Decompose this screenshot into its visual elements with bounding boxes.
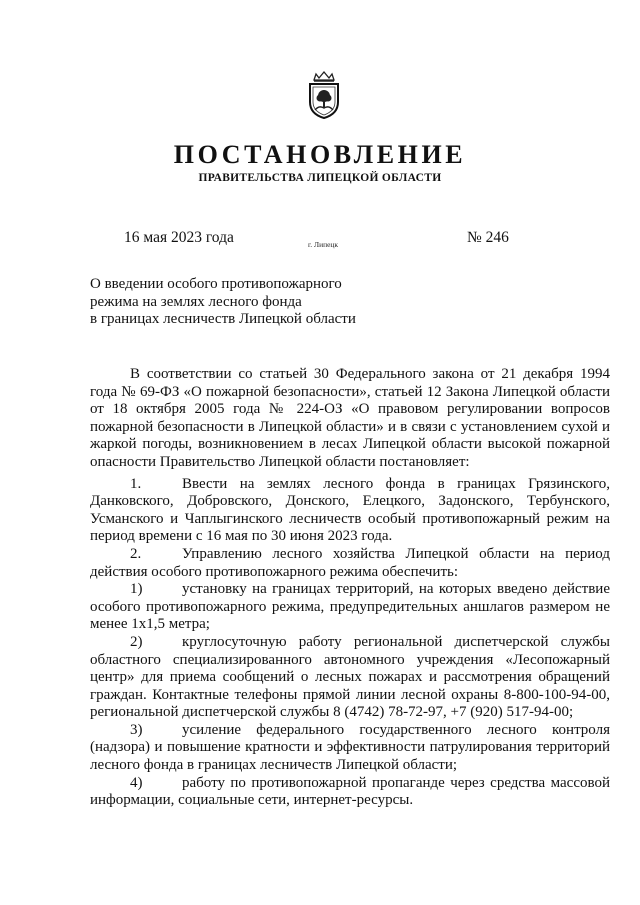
subpoint-1 [90,581,610,634]
document-number: № 246 [467,229,509,246]
subpoint-number: 4) [130,774,143,791]
point-text: Ввести на землях лесного фонда в границах Грязинского, Данковского, Добровского, Донского, Елецкого, Задонского, Тербунского, Усманского и Чаплыгинского лесничеств особый противопожарный режим на период времени с 16 мая по 30 июня 2023 года. [90,475,610,545]
heading-line: режима на землях лесного фонда [90,293,302,310]
point-text: Управлению лесного хозяйства Липецкой области на период действия особого противопожарного режима обеспечить: [90,545,610,580]
preamble-paragraph: В соответствии со статьей 30 Федерального закона от 21 декабря 1994 года № 69-ФЗ «О пожарной безопасности», статьей 12 Закона Липецкой области от 18 октября 2005 года № 224-ОЗ «О правовом регулировании вопросов пожарной безопасности в Липецкой области» и в связи с установлением сухой и жаркой погоды, возникновением в лесах Липецкой области высокой пожарной опасности Правительство Липецкой области постановляет: [90,366,610,470]
point-1 [90,476,610,546]
document-body [90,366,610,810]
subpoint-text: круглосуточную работу региональной диспетчерской службы областного специализированного автономного учреждения «Лесопожарный центр» для приема сообщений о лесных пожарах и рассмотрения обращений граждан. Контактные телефоны прямой линии лесной охраны 8-800-100-94-00, региональной диспетчерской службы 8 (4742) 78-72-97, +7 (920) 517-94-00; [90,633,610,721]
subpoint-number: 2) [130,633,143,650]
subpoint-2 [90,634,610,722]
document-date: 16 мая 2023 года [124,229,234,246]
subpoint-number: 1) [130,581,143,598]
subpoint-number: 3) [130,721,143,738]
document-place: г. Липецк [308,240,339,249]
subpoint-text: работу по противопожарной пропаганде через средства массовой информации, социальные сети, интернет-ресурсы. [90,774,610,809]
document-heading [90,276,356,329]
point-number: 2. [130,545,142,562]
document-title: ПОСТАНОВЛЕНИЕ [173,140,467,169]
heading-line: в границах лесничеств Липецкой области [90,311,356,327]
point-number: 1. [130,475,142,492]
subpoint-3 [90,722,610,775]
heading-line: О введении особого противопожарного [90,276,342,292]
coat-of-arms-icon [306,70,342,120]
subpoint-text: усиление федерального государственного лесного контроля (надзора) и повышение кратности и эффективности патрулирования территорий лесного фонда в границах лесничеств Липецкой области; [90,721,610,774]
point-2 [90,546,610,581]
subpoint-text: установку на границах территорий, на которых введено действие особого противопожарного режима, предупредительных аншлагов размером не менее 1х1,5 метра; [90,581,610,633]
subpoint-4 [90,775,610,810]
document-subtitle: ПРАВИТЕЛЬСТВА ЛИПЕЦКОЙ ОБЛАСТИ [198,172,442,184]
